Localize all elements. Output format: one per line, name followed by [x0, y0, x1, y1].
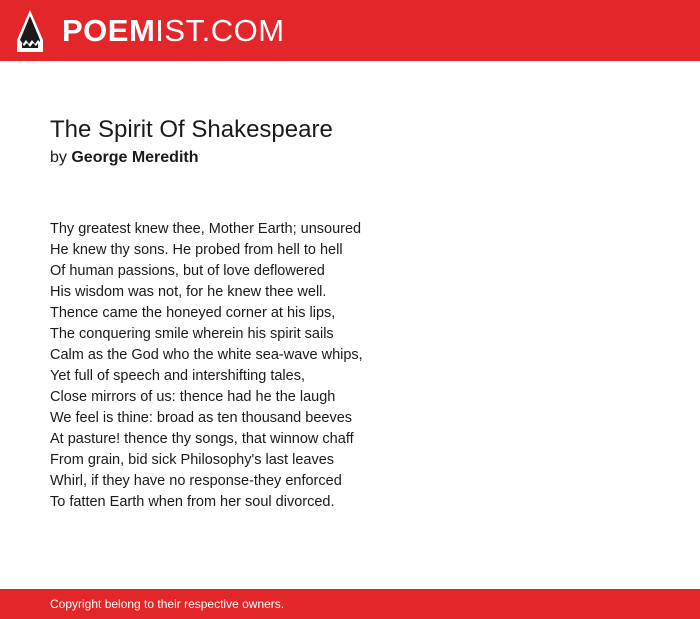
pencil-tip-icon — [17, 10, 43, 52]
poem-line: Yet full of speech and intershifting tales, — [50, 368, 305, 384]
poem-line: Thence came the honeyed corner at his lips, — [50, 305, 336, 321]
poem-line: To fatten Earth when from her soul divorced. — [50, 494, 335, 510]
poem-line: The conquering smile wherein his spirit sails — [50, 326, 334, 342]
logo-text-bold: POEM — [62, 13, 156, 48]
site-header — [0, 0, 700, 61]
poem-line: From grain, bid sick Philosophy's last leaves — [50, 452, 335, 468]
poem-byline — [50, 149, 199, 167]
poem-line: Whirl, if they have no response-they enforced — [50, 473, 342, 489]
poem-line: Of human passions, but of love deflowered — [50, 263, 325, 279]
poem-author: George Meredith — [71, 149, 199, 166]
by-label: by — [50, 149, 67, 166]
site-footer — [0, 589, 700, 619]
poem-line: His wisdom was not, for he knew thee well. — [50, 284, 327, 300]
poem-line: Close mirrors of us: thence had he the laugh — [50, 389, 336, 405]
site-logo[interactable] — [62, 13, 285, 49]
copyright-text: Copyright belong to their respective owners. — [50, 597, 285, 611]
logo-text-light: IST.COM — [155, 13, 285, 48]
poem-line: He knew thy sons. He probed from hell to hell — [50, 242, 343, 258]
poem-line: We feel is thine: broad as ten thousand beeves — [50, 410, 353, 426]
poem-body — [50, 219, 610, 513]
poem-line: Calm as the God who the white sea-wave whips, — [50, 347, 363, 363]
poem-line: Thy greatest knew thee, Mother Earth; unsoured — [50, 221, 362, 237]
poem-title: The Spirit Of Shakespeare — [50, 116, 333, 143]
poem-line: At pasture! thence thy songs, that winnow chaff — [50, 431, 354, 447]
